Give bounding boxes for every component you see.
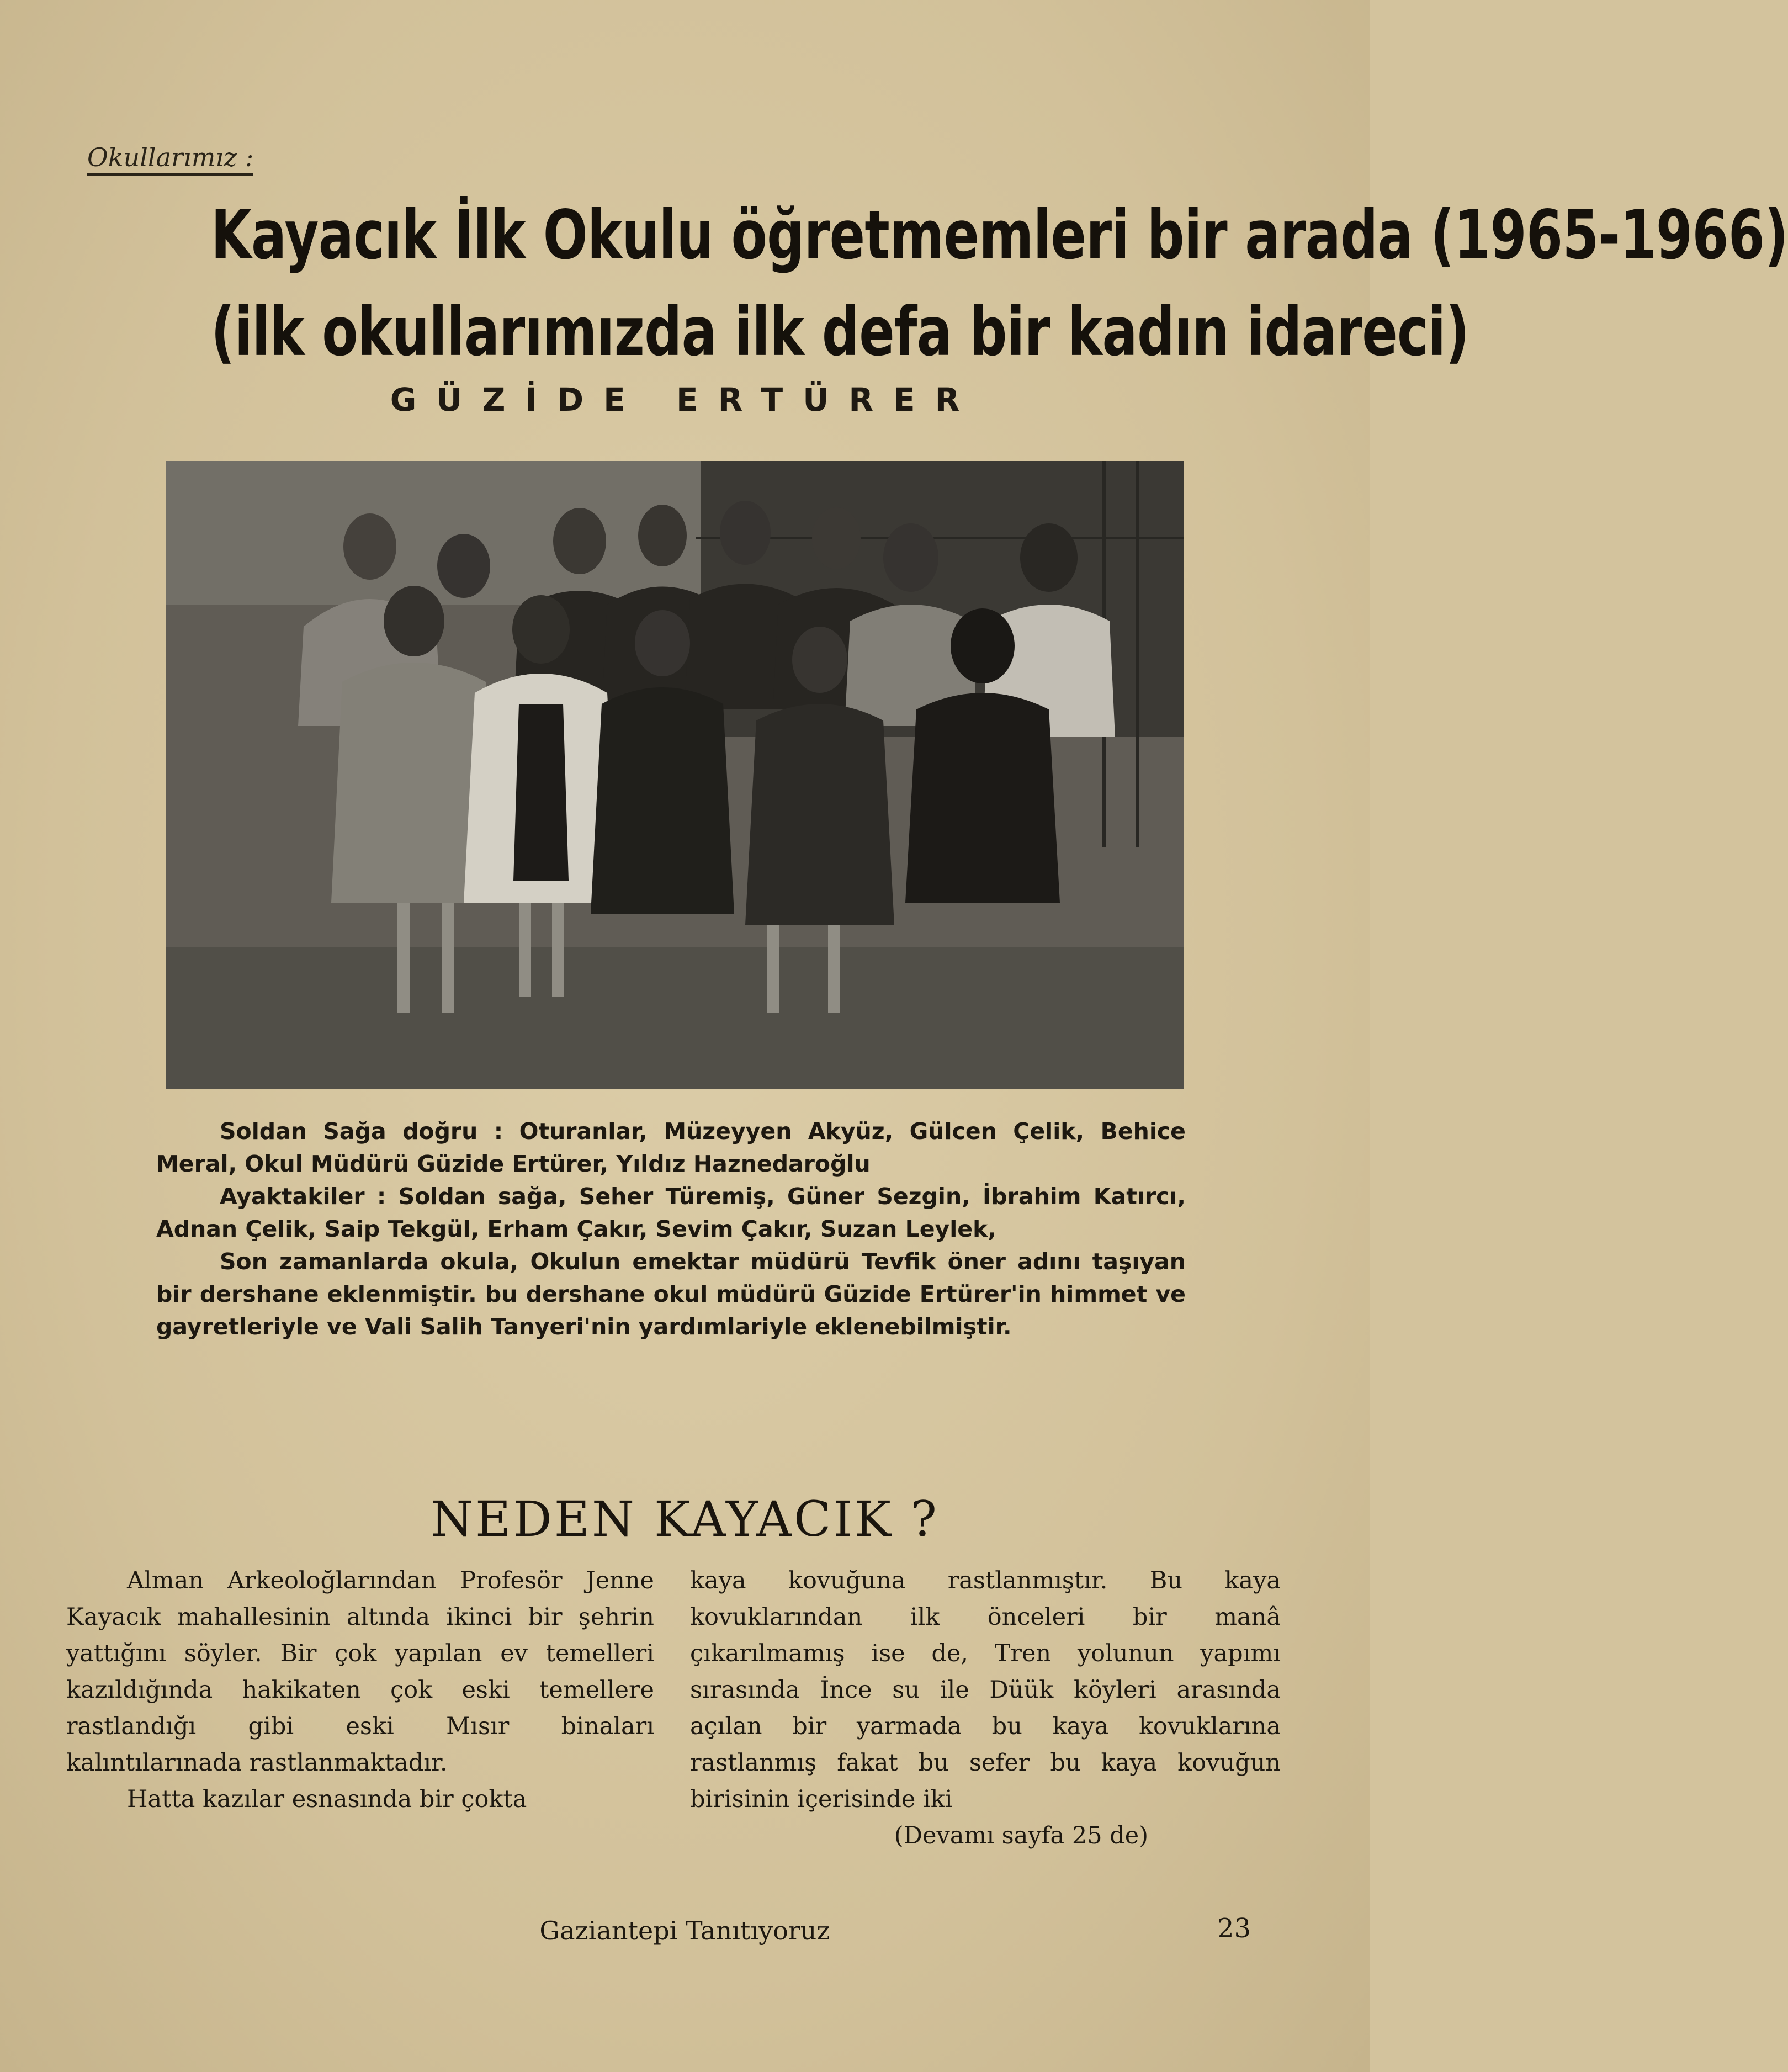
caption-seated: Soldan Sağa doğru : Oturanlar, Müzeyyen Akyüz, Gülcen Çelik, Behice Meral, Okul Müdürü Güzide Ertürer, Yıldız Haznedaroğlu (156, 1118, 1186, 1177)
author-name: GÜZİDE ERTÜRER (390, 381, 980, 418)
right-column-para1: kaya kovuğuna rastlanmıştır. Bu kaya kovuklarından ilk önceleri bir manâ çıkarılmamış ise de, Tren yolunun yapımı sırasında İnce su ile Düük köyleri arasında açılan bir yarmada bu kaya kovuklarına rastlanmış fakat bu sefer bu kaya kovuğun birisinin içerisinde iki (690, 1567, 1281, 1813)
right-column (690, 1562, 1281, 1854)
group-photo-illustration (166, 461, 1184, 1089)
page-number: 23 (1217, 1913, 1251, 1944)
article-title-line2: (ilk okullarımızda ilk defa bir kadın idareci) (211, 293, 1469, 371)
footer-title: Gaziantepi Tanıtıyoruz (539, 1916, 830, 1946)
continued-note: (Devamı sayfa 25 de) (894, 1822, 1148, 1850)
subheading: NEDEN KAYACIK ? (431, 1491, 939, 1548)
caption-note: Son zamanlarda okula, Okulun emektar müdürü Tevfik öner adını taşıyan bir dershane eklenmiştir. bu dershane okul müdürü Güzide Ertürer'in himmet ve gayretleriyle ve Vali Salih Tanyeri'nin yardımlariyle eklenebilmiştir. (156, 1248, 1186, 1340)
caption-standing: Ayaktakiler : Soldan sağa, Seher Türemiş, Güner Sezgin, İbrahim Katırcı, Adnan Çelik, Saip Tekgül, Erham Çakır, Sevim Çakır, Suzan Leylek, (156, 1183, 1186, 1242)
left-column-para1: Alman Arkeoloğlarından Profesör Jenne Kayacık mahallesinin altında ikinci bir şehrin yattığını söyler. Bir çok yapılan ev temelleri kazıldığında hakikaten çok eski temellere rastlandığı gibi eski Mısır binaları kalıntılarınada rastlanmaktadır. (66, 1567, 654, 1777)
article-title-line1: Kayacık İlk Okulu öğretmemleri bir arada (1965-1966) (211, 196, 1788, 274)
group-photo (166, 461, 1184, 1089)
left-column (66, 1562, 654, 1817)
section-label: Okullarımız : (87, 142, 253, 172)
photo-caption (156, 1115, 1186, 1343)
left-column-para2: Hatta kazılar esnasında bir çokta (127, 1785, 527, 1813)
